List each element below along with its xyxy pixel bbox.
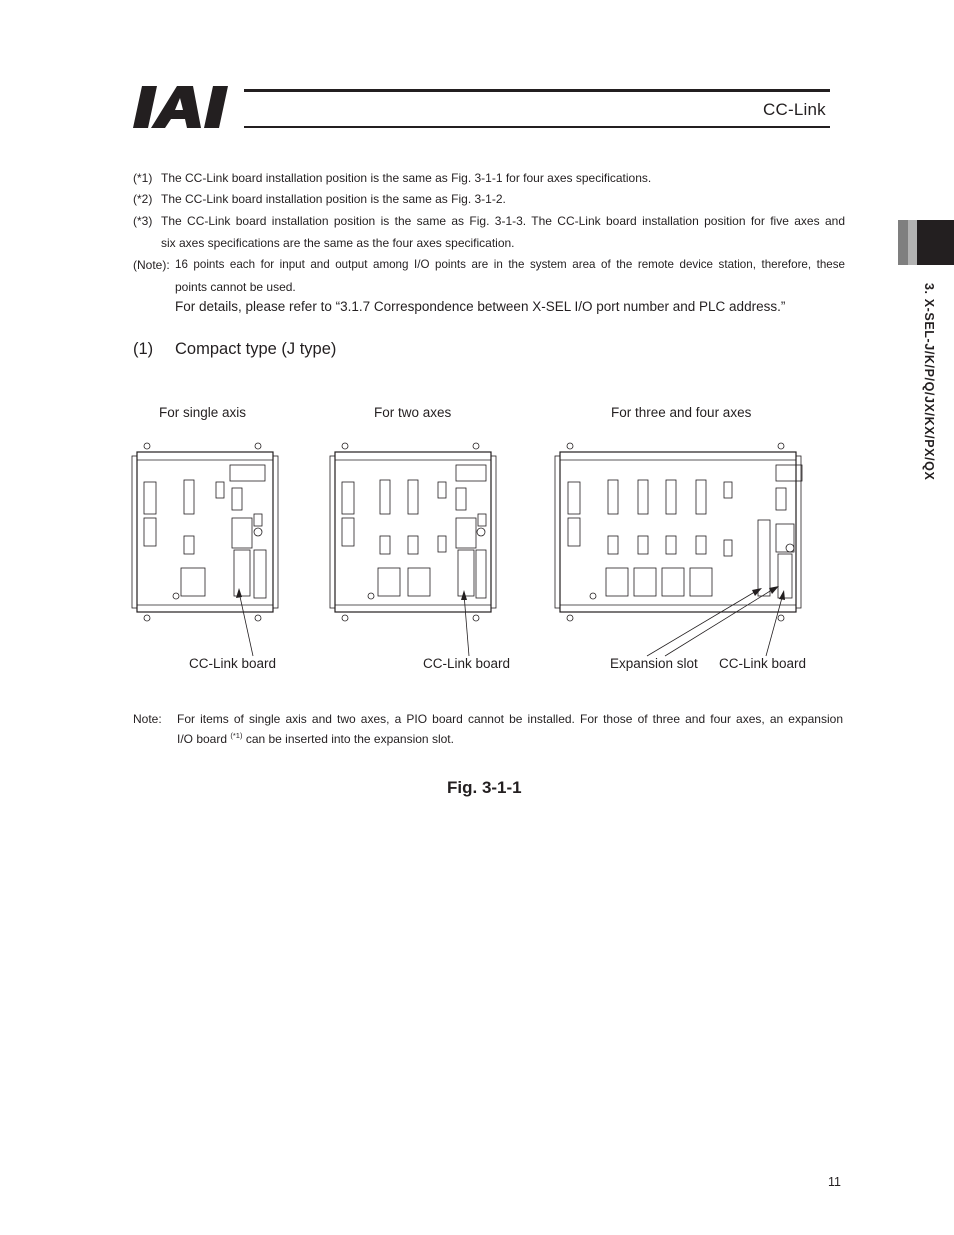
footnote-marker: (*1) <box>133 171 153 185</box>
side-tab-label: 3. X-SEL-J/K/P/Q/JX/KX/PX/QX <box>922 283 936 481</box>
side-tab-block <box>917 220 954 265</box>
section-number: (1) <box>133 340 154 358</box>
footnote-1 <box>133 167 845 189</box>
footnote-text-cont: six axes specifications are the same as the four axes specification. <box>161 236 515 250</box>
header-section-title: CC-Link <box>763 100 826 119</box>
controller-single-axis <box>132 443 278 621</box>
controller-two-axes <box>330 443 496 621</box>
note-line-2-pre: I/O board <box>177 732 228 746</box>
note-line-2-post: can be inserted into the expansion slot. <box>245 732 454 746</box>
panel-title-single: For single axis <box>159 405 247 420</box>
callout-cc-link-board-three-four: CC-Link board <box>719 656 807 671</box>
note-line-2 <box>177 731 454 746</box>
header-rule-top <box>244 89 830 92</box>
footnote-marker: (*2) <box>133 192 153 206</box>
header-rule-bottom <box>244 126 830 128</box>
callout-cc-link-board-single: CC-Link board <box>189 656 277 671</box>
footnote-note <box>133 254 845 298</box>
reference-line: For details, please refer to “3.1.7 Correspondence between X-SEL I/O port number and PLC address.” <box>175 299 786 314</box>
panel-title-two: For two axes <box>374 405 452 420</box>
footnote-text-cont: points cannot be used. <box>175 280 296 294</box>
footnote-text: 16 points each for input and output among I/O points are in the system area of the remote device station, therefore, these <box>175 258 845 271</box>
note-label: Note: <box>133 712 162 726</box>
callout-arrows <box>236 586 785 656</box>
note-superscript: (*1) <box>230 731 243 740</box>
note-line-1: For items of single axis and two axes, a PIO board cannot be installed. For those of three and four axes, an expansion <box>177 712 843 726</box>
footnote-marker: (Note): <box>133 258 170 272</box>
footnote-text: The CC-Link board installation position is the same as Fig. 3-1-2. <box>161 192 506 206</box>
panel-title-three-four: For three and four axes <box>611 405 752 420</box>
figure-caption: Fig. 3-1-1 <box>447 778 522 797</box>
footnote-text: The CC-Link board installation position is the same as Fig. 3-1-1 for four axes specifications. <box>161 171 652 185</box>
controller-figure <box>120 440 820 660</box>
footnote-text: The CC-Link board installation position is the same as Fig. 3-1-3. The CC-Link board installation position for five axes and <box>161 214 845 228</box>
footnote-marker: (*3) <box>133 214 153 228</box>
iai-logo <box>133 86 238 130</box>
footnote-2 <box>133 188 845 210</box>
section-title: Compact type (J type) <box>175 340 337 358</box>
callout-cc-link-board-two: CC-Link board <box>423 656 511 671</box>
callout-expansion-slot: Expansion slot <box>610 656 698 671</box>
page-number: 11 <box>828 1175 841 1189</box>
footnote-3 <box>133 210 845 254</box>
side-tab-stripe-light <box>908 220 917 265</box>
